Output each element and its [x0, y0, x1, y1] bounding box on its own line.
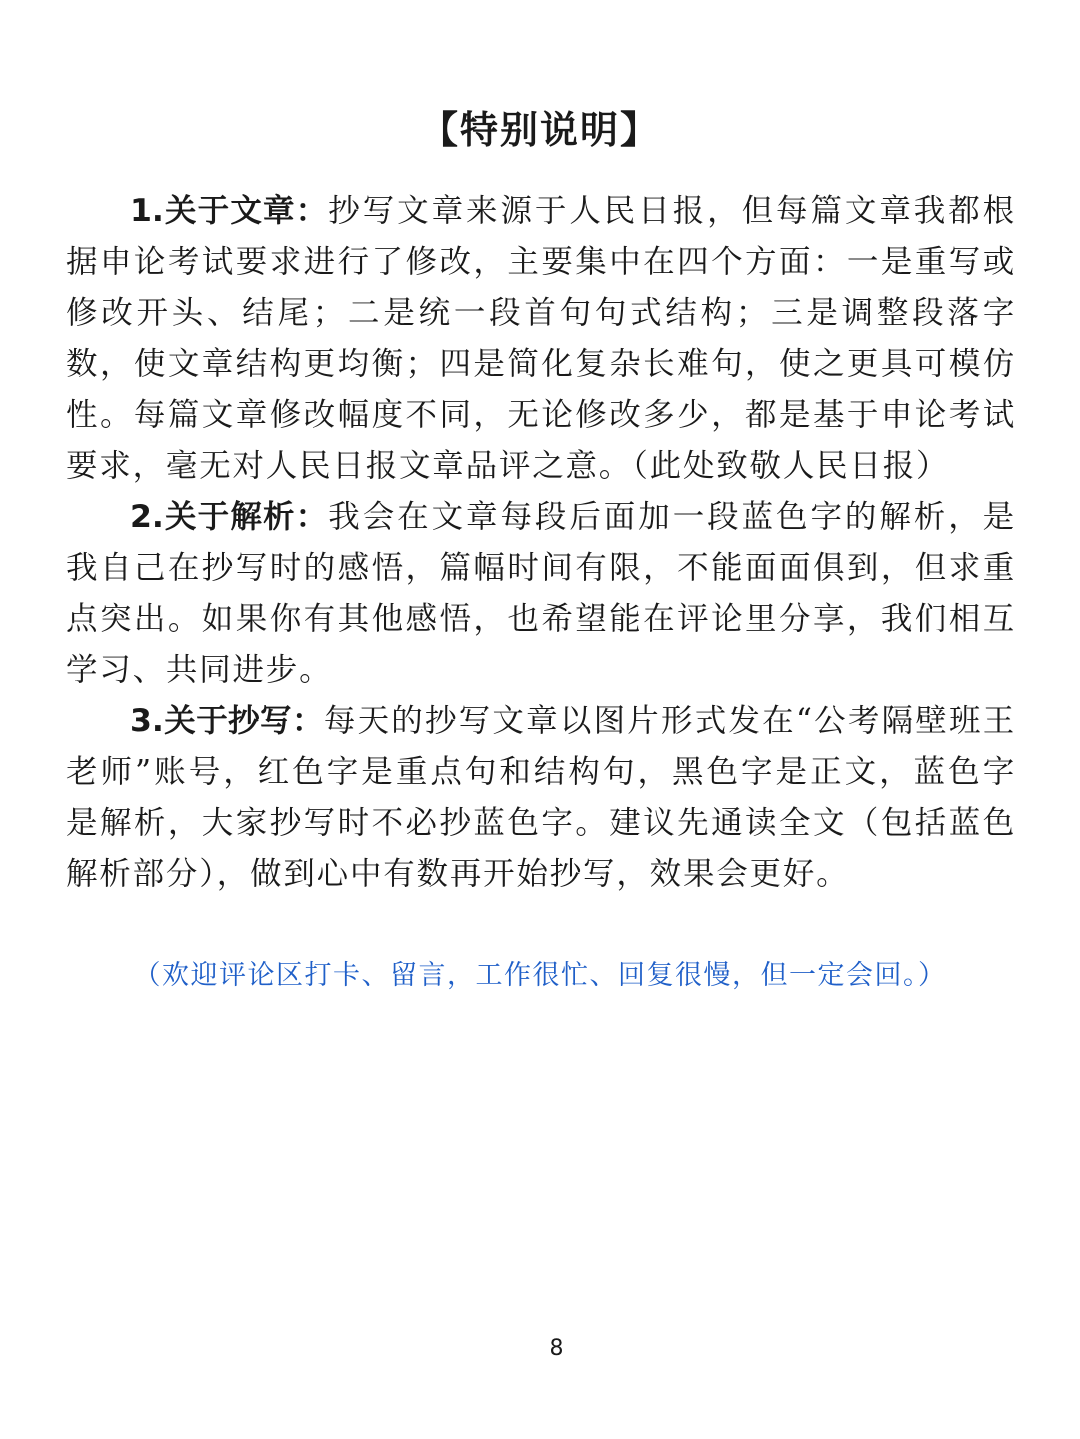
page-number: 8 [549, 1336, 564, 1361]
section-text: 每天的抄写文章以图片形式发在“公考隔壁班王老师”账号，红色字是重点句和结构句，黑色字是正文，蓝色字是解析，大家抄写时不必抄蓝色字。建议先通读全文（包括蓝色解析部分），做到心中有数再开始抄写，效果会更好。 [66, 703, 1017, 892]
section-text: 抄写文章来源于人民日报，但每篇文章我都根据申论考试要求进行了修改，主要集中在四个方面：一是重写或修改开头、结尾；二是统一段首句句式结构；三是调整段落字数，使文章结构更均衡；四是简化复杂长难句，使之更具可模仿性。每篇文章修改幅度不同，无论修改多少，都是基于申论考试要求，毫无对人民日报文章品评之意。（此处致敬人民日报） [66, 193, 1016, 484]
section-separator: ： [295, 193, 329, 229]
section-article [66, 186, 1016, 492]
section-heading: 3.关于抄写 [130, 703, 292, 739]
section-separator: ： [295, 499, 329, 535]
section-copying [66, 696, 1016, 900]
section-separator: ： [291, 703, 324, 739]
section-heading: 2.关于解析 [130, 499, 296, 535]
page-title: 【特别说明】 [419, 108, 660, 152]
comment-note: （欢迎评论区打卡、留言，工作很忙、回复很慢，但一定会回。） [133, 960, 947, 991]
section-analysis [66, 492, 1016, 696]
section-heading: 1.关于文章 [130, 193, 296, 229]
body-text [66, 186, 1016, 900]
section-text: 我会在文章每段后面加一段蓝色字的解析，是我自己在抄写时的感悟，篇幅时间有限，不能面面俱到，但求重点突出。如果你有其他感悟，也希望能在评论里分享，我们相互学习、共同进步。 [66, 499, 1016, 688]
